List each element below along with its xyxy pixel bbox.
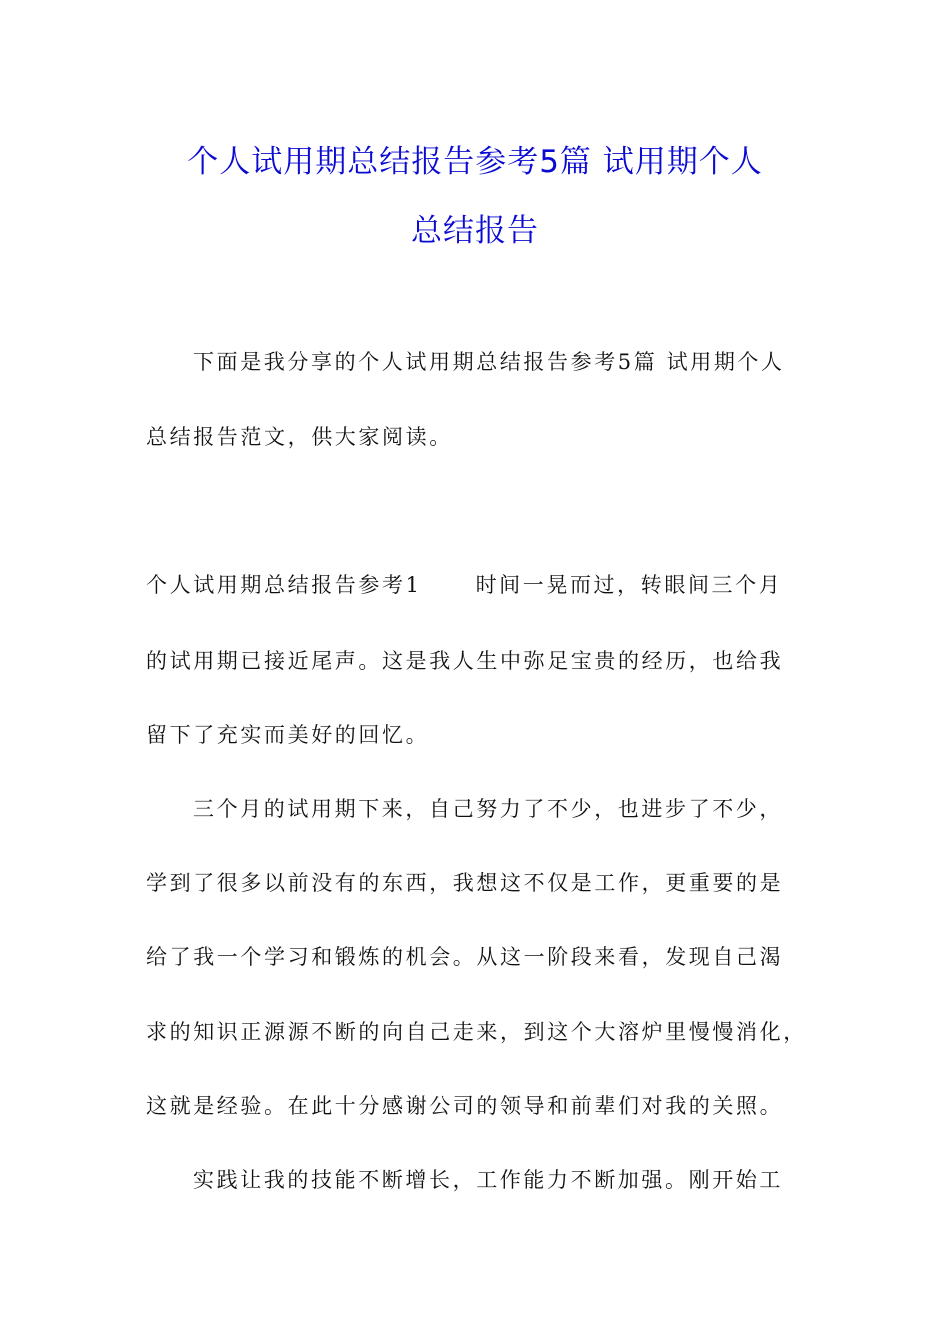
paragraph-2-line-3: 给了我一个学习和锻炼的机会。从这一阶段来看，发现自己渴 bbox=[146, 945, 784, 969]
document-title-line-2: 总结报告 bbox=[411, 213, 539, 249]
paragraph-2-line-1: 三个月的试用期下来，自己努力了不少，也进步了不少， bbox=[193, 797, 783, 821]
section-1-line-1-text: 时间一晃而过，转眼间三个月 bbox=[475, 573, 783, 597]
section-1-first-line bbox=[146, 569, 816, 599]
paragraph-2-line-5: 这就是经验。在此十分感谢公司的领导和前辈们对我的关照。 bbox=[146, 1094, 784, 1118]
section-1-line-2: 的试用期已接近尾声。这是我人生中弥足宝贵的经历，也给我 bbox=[146, 649, 784, 673]
document-title-line-1: 个人试用期总结报告参考5篇 试用期个人 bbox=[187, 144, 763, 180]
paragraph-2-line-2: 学到了很多以前没有的东西，我想这不仅是工作，更重要的是 bbox=[146, 871, 784, 895]
paragraph-2-line-4: 求的知识正源源不断的向自己走来，到这个大溶炉里慢慢消化， bbox=[146, 1020, 807, 1044]
section-1-line-3: 留下了充实而美好的回忆。 bbox=[146, 723, 430, 747]
section-1-heading: 个人试用期总结报告参考1 bbox=[146, 573, 422, 597]
paragraph-3-line-1: 实践让我的技能不断增长，工作能力不断加强。刚开始工 bbox=[193, 1168, 783, 1192]
intro-line-1: 下面是我分享的个人试用期总结报告参考5篇 试用期个人 bbox=[193, 350, 785, 374]
intro-line-2: 总结报告范文，供大家阅读。 bbox=[146, 425, 453, 449]
